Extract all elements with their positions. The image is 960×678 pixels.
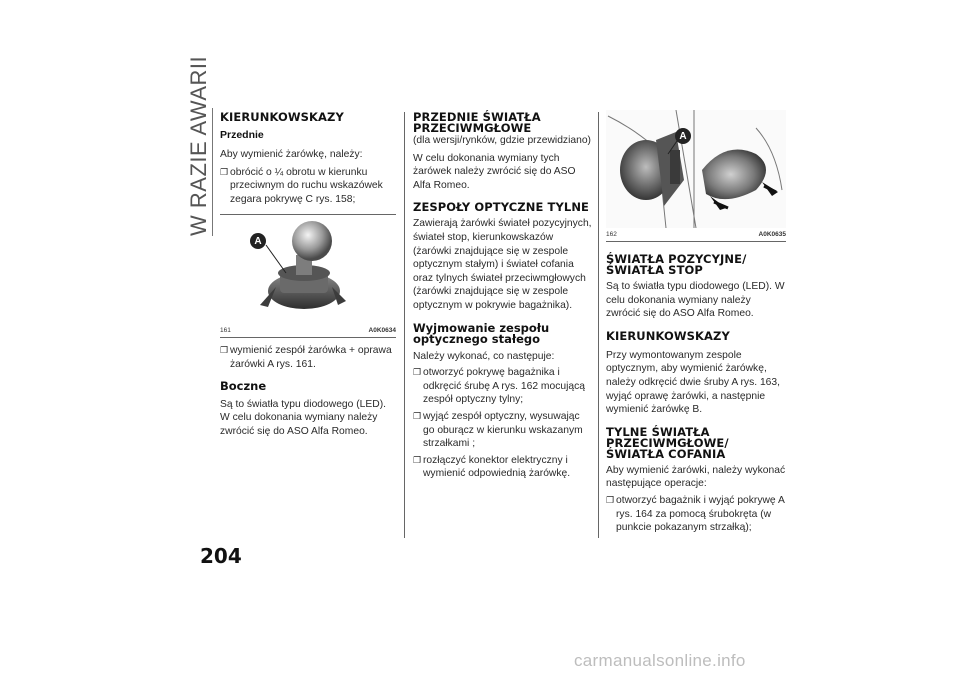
watermark: carmanualsonline.info: [574, 651, 746, 670]
list-item: [413, 366, 593, 407]
figure-number: 161: [220, 327, 231, 335]
column-2: [413, 112, 593, 481]
paragraph-boczne: Są to światła typu diodowego (LED). W celu dokonania wymiany należy zwrócić się do ASO Alfa Romeo.: [220, 398, 386, 437]
paragraph-przeciwmglowe-cofania: Aby wymienić żarówki, należy wykonać następujące operacje:: [606, 464, 786, 490]
subheading-wyjmowanie: Wyjmowanie zespołu optycznego stałego: [413, 320, 550, 346]
subheading-przednie: Przednie: [220, 129, 264, 141]
figure-callout-label: A: [679, 131, 687, 142]
list-item-text: wymienić zespół żarówka + oprawa żarówki A rys. 161.: [230, 345, 392, 370]
column-divider-right: [598, 112, 599, 538]
paragraph-kierunkowskazy-tylne: Przy wymontowanym zespole optycznym, aby wymienić żarówkę, należy odkręcić dwie śruby A rys. 163, wyjąć oprawę żarówki, a następnie wymienić żarówkę B.: [606, 349, 780, 416]
figure-caption: [220, 325, 396, 334]
tail-lamp-removal-illustration: [606, 110, 786, 228]
section-heading-zespoly-tylne: ZESPOŁY OPTYCZNE TYLNE: [413, 200, 590, 215]
figure-number: 162: [606, 231, 617, 238]
list-item-text: otworzyć pokrywę bagażnika i odkręcić śrubę A rys. 162 mocującą zespół optyczny tylny;: [423, 367, 585, 406]
figure-caption: [606, 229, 786, 238]
paragraph-przeciwmglowe: W celu dokonania wymiany tych żarówek należy zwrócić się do ASO Alfa Romeo.: [413, 152, 576, 191]
bulb-holder-illustration: [220, 215, 396, 325]
paragraph-pozycyjne-stop: Są to światła typu diodowego (LED). W celu dokonania wymiany należy zwrócić się do ASO Alfa Romeo.: [606, 281, 785, 320]
checkbox-bullet-icon: ❐: [606, 494, 615, 505]
paragraph-wyjmowanie: Należy wykonać, co następuje:: [413, 350, 555, 362]
chapter-side-rule: [212, 108, 213, 236]
checkbox-bullet-icon: ❐: [413, 367, 422, 378]
column-divider-left: [404, 112, 405, 538]
checkbox-bullet-icon: ❐: [413, 410, 422, 421]
list-item: [220, 344, 396, 371]
list-item: [413, 410, 593, 451]
list-item: [606, 494, 786, 535]
checkbox-bullet-icon: ❐: [220, 166, 229, 177]
paragraph-zespoly-tylne: Zawierają żarówki świateł pozycyjnych, świateł stop, kierunkowskazów (żarówki znajdujące się w zespole optycznym stałym) i świateł cofania oraz tylnych świateł przeciwmgłowych (żarówki znajdujące się w zespole optycznym w pokrywie bagażnika).: [413, 218, 592, 311]
list-item-text: otworzyć bagażnik i wyjąć pokrywę A rys. 164 za pomocą śrubokręta (w punkcie pokazanym strzałką);: [616, 494, 785, 534]
figure-code: A0K0634: [368, 327, 396, 335]
subheading-boczne: Boczne: [220, 378, 267, 393]
intro-paragraph: Aby wymienić żarówkę, należy:: [220, 149, 363, 160]
section-heading-pozycyjne-stop: ŚWIATŁA POZYCYJNE/ ŚWIATŁA STOP: [606, 252, 747, 277]
list-item-text: rozłączyć konektor elektryczny i wymienić odpowiednią żarówkę.: [423, 454, 571, 480]
list-item: [413, 454, 593, 481]
list-item-text: wyjąć zespół optyczny, wysuwając go oburącz w kierunku wskazanym strzałkami ;: [423, 410, 583, 450]
version-note: (dla wersji/rynków, gdzie przewidziano): [413, 135, 591, 146]
list-item-text: obrócić o ¼ obrotu w kierunku przeciwnym do ruchu wskazówek zegara pokrywę C rys. 158;: [230, 166, 383, 205]
figure-162: [606, 110, 786, 242]
checkbox-bullet-icon: ❐: [220, 345, 229, 356]
section-heading-przeciwmglowe: PRZEDNIE ŚWIATŁA PRZECIWMGŁOWE: [413, 110, 541, 135]
column-1: [220, 112, 396, 438]
checkbox-bullet-icon: ❐: [413, 454, 422, 465]
column-3: [606, 110, 786, 535]
section-heading-kierunkowskazy: KIERUNKOWSKAZY: [220, 110, 344, 124]
page-number: 204: [200, 544, 242, 568]
chapter-side-title: W RAZIE AWARII: [186, 55, 211, 236]
figure-161: [220, 214, 396, 338]
figure-code: A0K0635: [758, 231, 786, 238]
section-heading-kierunkowskazy-tylne: KIERUNKOWSKAZY: [606, 328, 730, 343]
figure-callout-label: A: [254, 236, 262, 248]
section-heading-przeciwmglowe-cofania: TYLNE ŚWIATŁA PRZECIWMGŁOWE/ ŚWIATŁA COFANIA: [606, 424, 729, 461]
list-item: [220, 166, 396, 207]
